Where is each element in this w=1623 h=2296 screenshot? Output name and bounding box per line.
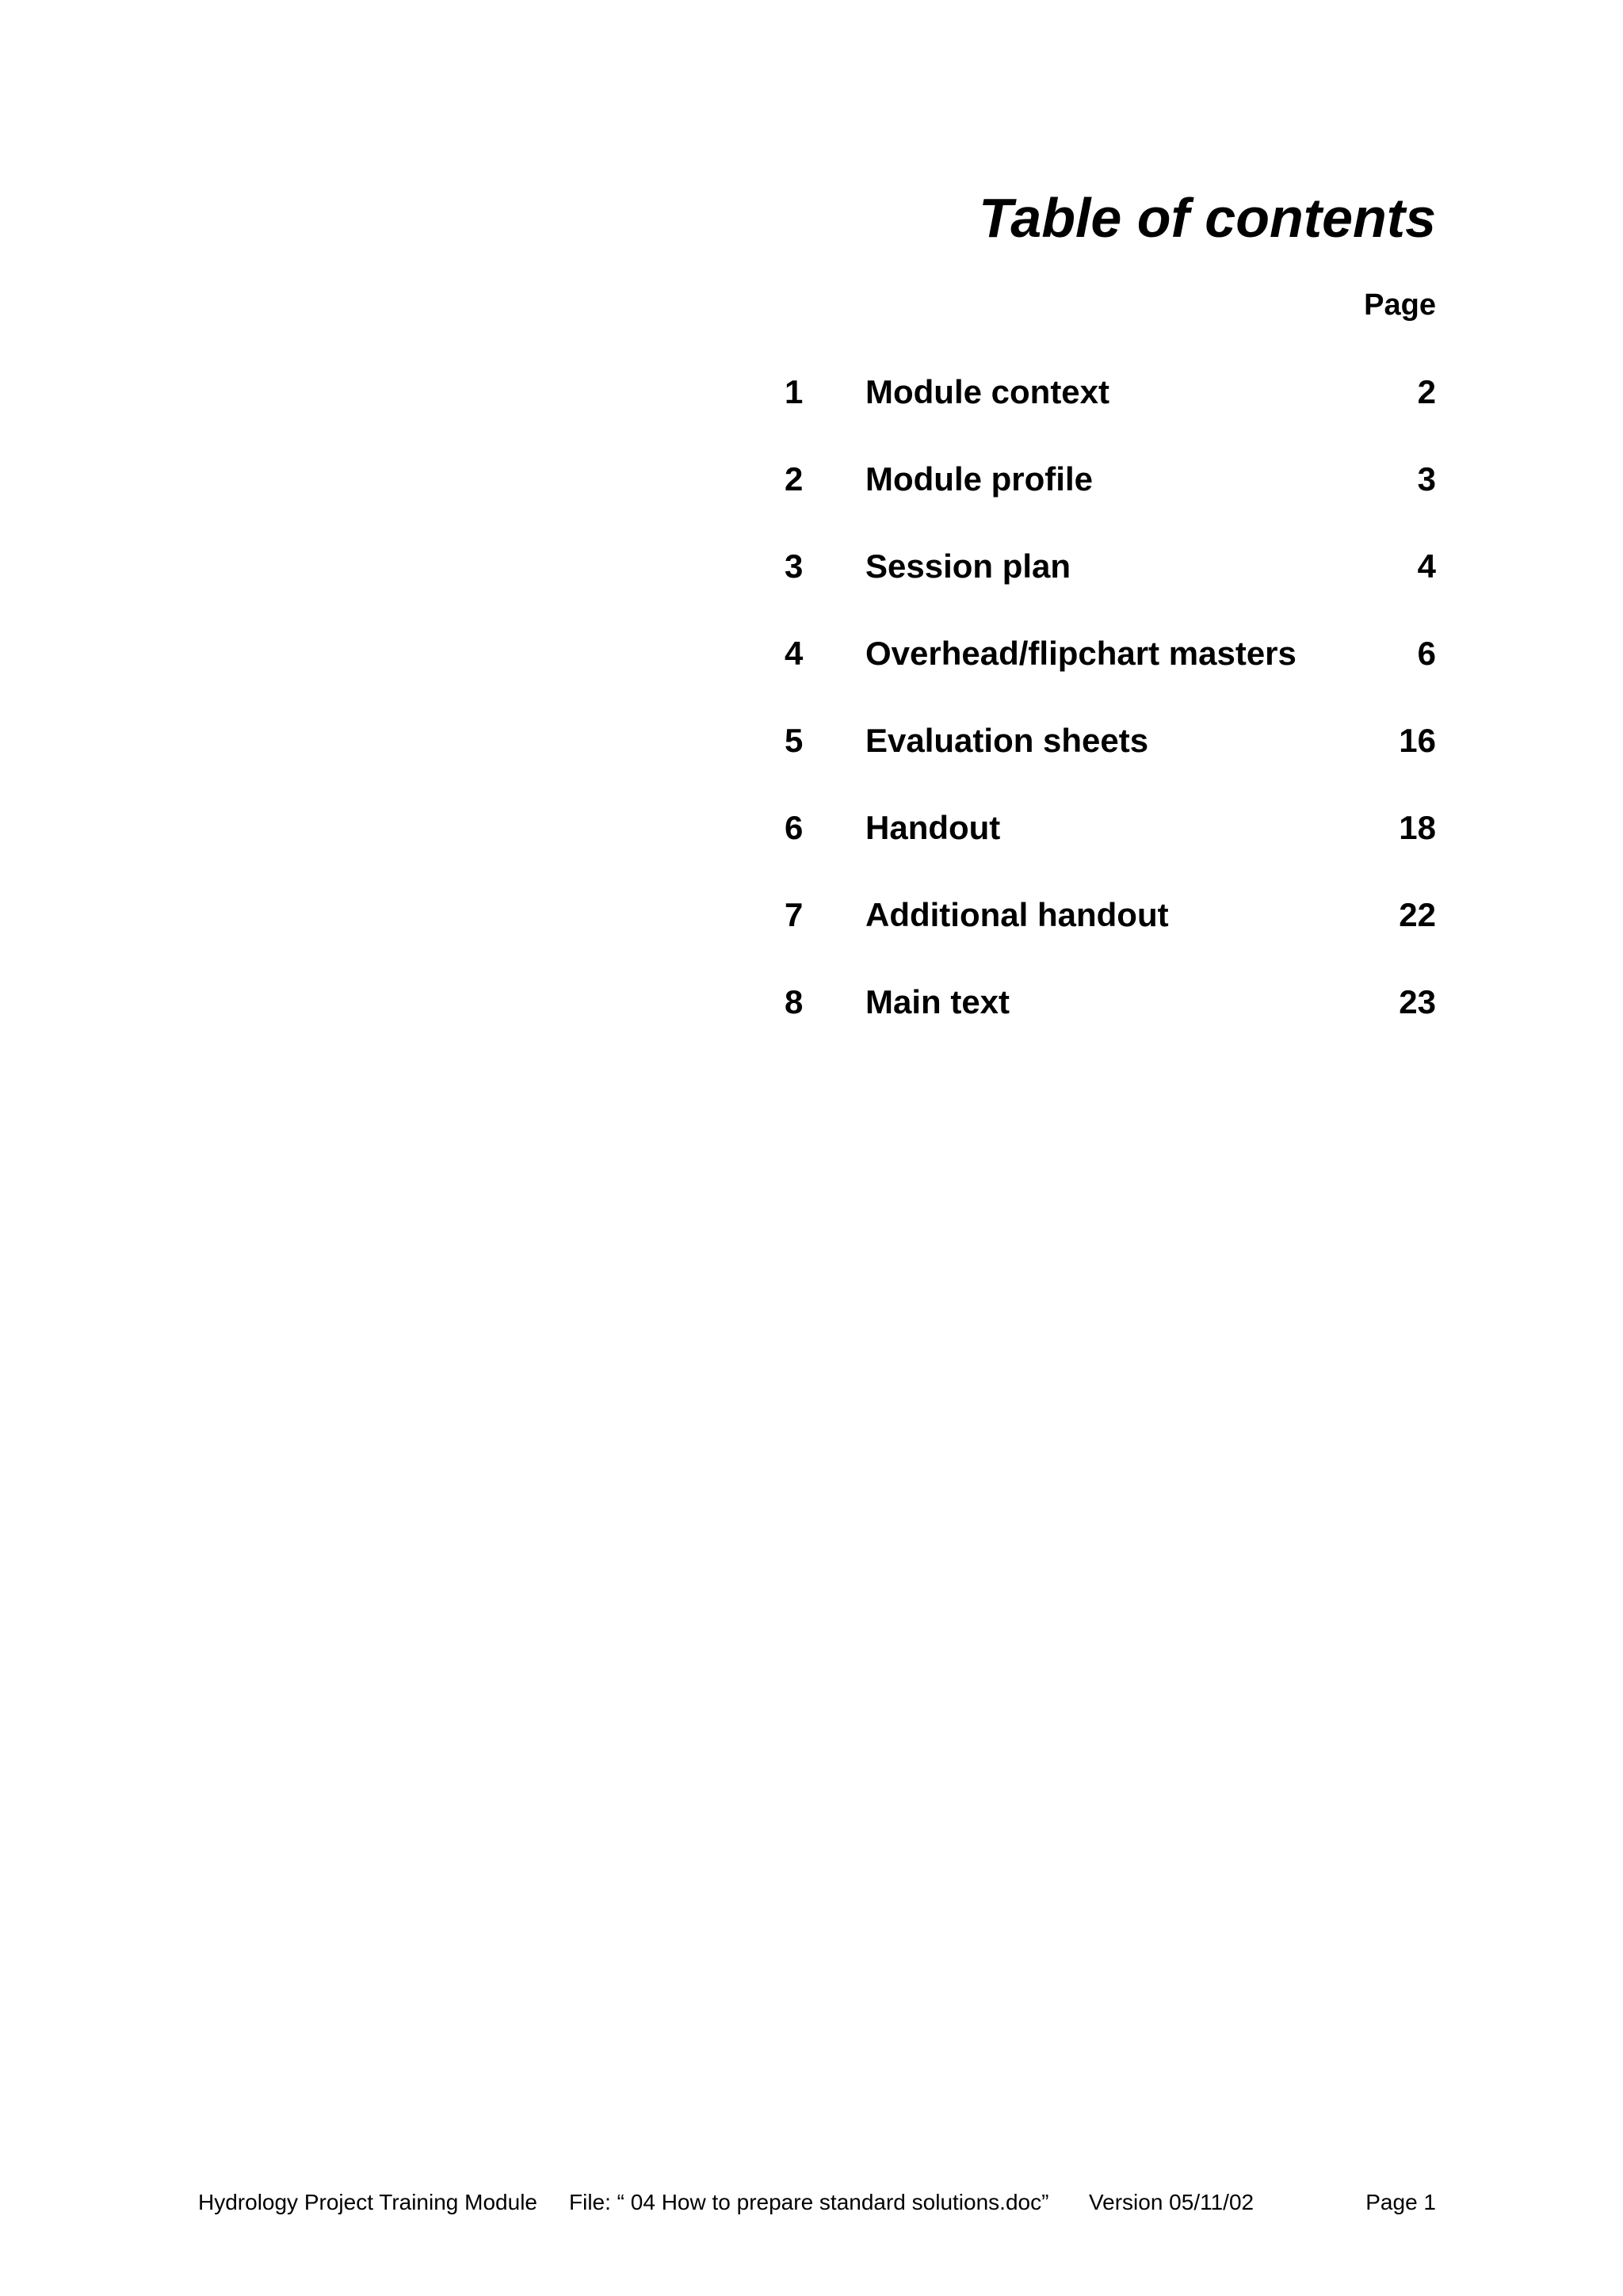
- toc-entry-overhead-masters[interactable]: [785, 636, 1436, 723]
- page-column-label: Page: [1364, 288, 1436, 322]
- footer-page-number: Page 1: [1365, 2190, 1436, 2214]
- toc-title: Table of contents: [979, 187, 1436, 249]
- toc-entry-evaluation-sheets[interactable]: [785, 723, 1436, 810]
- toc-entry-link[interactable]: Main text: [865, 983, 1010, 1020]
- toc-entry-number: 2: [785, 460, 804, 498]
- toc-entry-number: 5: [785, 722, 804, 759]
- toc-entry-page: 4: [1417, 547, 1436, 585]
- footer-version: Version 05/11/02: [1089, 2190, 1254, 2214]
- toc-entry-page: 23: [1399, 983, 1436, 1020]
- toc-entry-number: 4: [785, 635, 804, 672]
- toc-entry-page: 22: [1399, 896, 1436, 933]
- footer-module-name: Hydrology Project Training Module: [198, 2190, 537, 2214]
- toc-entry-page: 18: [1399, 809, 1436, 846]
- page-footer: [198, 2188, 1436, 2217]
- toc-entry-link[interactable]: Evaluation sheets: [865, 722, 1149, 759]
- toc-entry-link[interactable]: Session plan: [865, 547, 1071, 585]
- toc-entry-number: 7: [785, 896, 804, 933]
- toc-entry-page: 6: [1417, 635, 1436, 672]
- toc-entry-number: 1: [785, 373, 804, 410]
- toc-list: [785, 375, 1436, 1072]
- toc-entry-additional-handout[interactable]: [785, 898, 1436, 985]
- toc-entry-handout[interactable]: [785, 810, 1436, 898]
- toc-entry-number: 6: [785, 809, 804, 846]
- toc-entry-session-plan[interactable]: [785, 549, 1436, 636]
- toc-entry-page: 16: [1399, 722, 1436, 759]
- toc-entry-link[interactable]: Handout: [865, 809, 1001, 846]
- toc-entry-number: 3: [785, 547, 804, 585]
- toc-entry-module-profile[interactable]: [785, 462, 1436, 549]
- toc-entry-module-context[interactable]: [785, 375, 1436, 462]
- toc-entry-link[interactable]: Module context: [865, 373, 1110, 410]
- footer-file-name: File: “ 04 How to prepare standard solutions.doc”: [569, 2190, 1049, 2214]
- toc-entry-number: 8: [785, 983, 804, 1020]
- toc-entry-link[interactable]: Additional handout: [865, 896, 1169, 933]
- toc-entry-link[interactable]: Module profile: [865, 460, 1093, 498]
- toc-entry-link[interactable]: Overhead/flipchart masters: [865, 635, 1296, 672]
- toc-entry-main-text[interactable]: [785, 985, 1436, 1072]
- toc-entry-page: 2: [1417, 373, 1436, 410]
- toc-entry-page: 3: [1417, 460, 1436, 498]
